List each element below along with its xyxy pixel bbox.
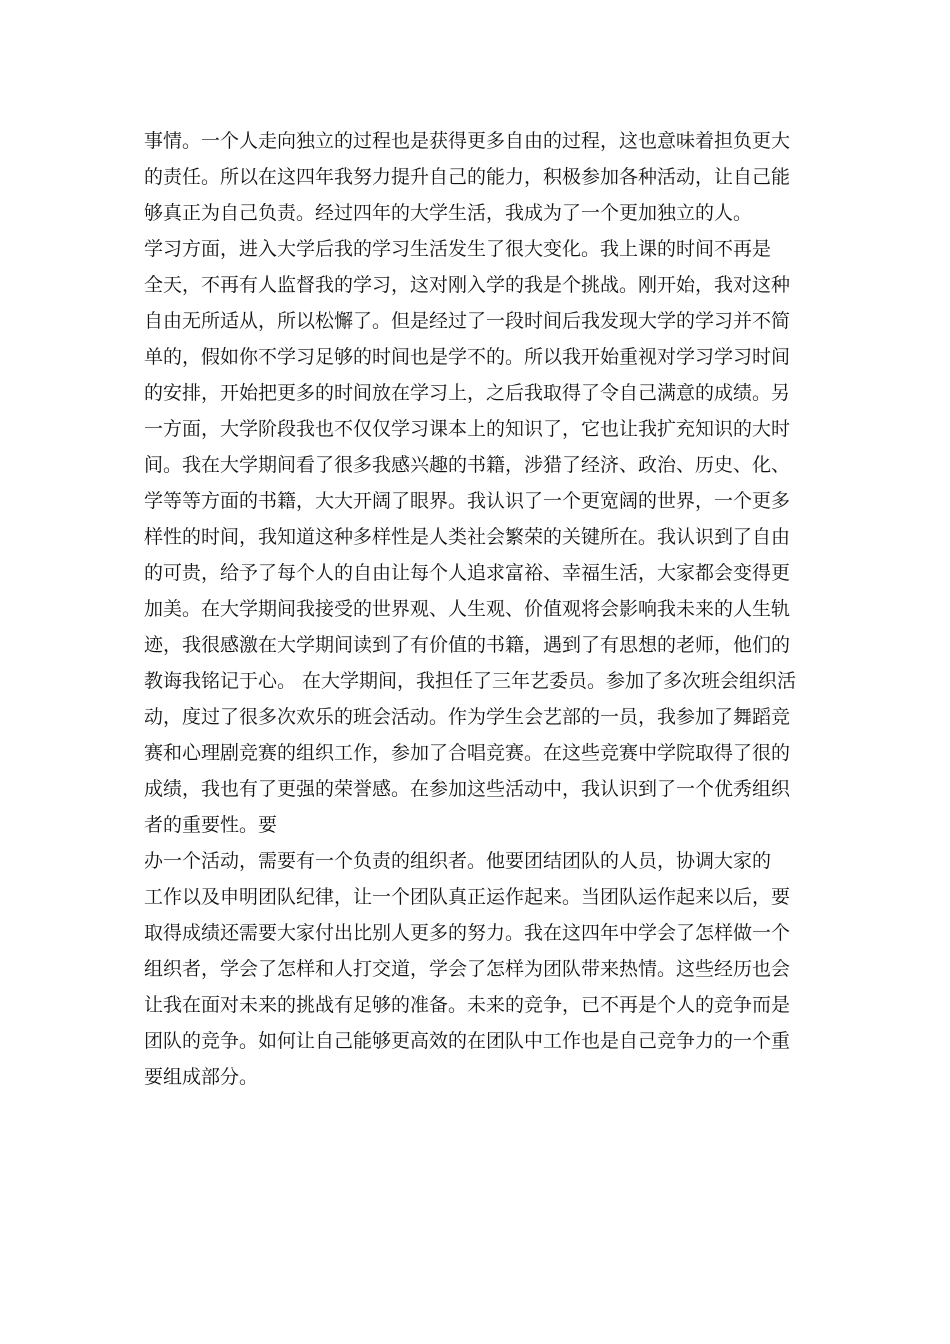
text-line: 办一个活动，需要有一个负责的组织者。他要团结团队的人员，协调大家的: [144, 850, 772, 872]
text-line: 学习方面，进入大学后我的学习生活发生了很大变化。我上课的时间不再是: [144, 238, 772, 260]
text-line: 成绩，我也有了更强的荣誉感。在参加这些活动中，我认识到了一个优秀组织: [144, 778, 791, 800]
text-line: 的可贵，给予了每个人的自由让每个人追求富裕、幸福生活，大家都会变得更: [144, 562, 791, 584]
text-line: 团队的竞争。如何让自己能够更高效的在团队中工作也是自己竞争力的一个重: [144, 1030, 791, 1052]
text-line: 样性的时间，我知道这种多样性是人类社会繁荣的关键所在。我认识到了自由: [144, 526, 791, 548]
text-line: 者的重要性。要: [144, 814, 278, 836]
text-line: 取得成绩还需要大家付出比别人更多的努力。我在这四年中学会了怎样做一个: [144, 922, 791, 944]
text-line: 自由无所适从，所以松懈了。但是经过了一段时间后我发现大学的学习并不简: [144, 310, 791, 332]
body-text: [144, 123, 814, 1095]
text-line: 组织者，学会了怎样和人打交道，学会了怎样为团队带来热情。这些经历也会: [144, 958, 791, 980]
text-line: 工作以及申明团队纪律，让一个团队真正运作起来。当团队运作起来以后，要: [144, 886, 791, 908]
text-line: 赛和心理剧竞赛的组织工作，参加了合唱竞赛。在这些竞赛中学院取得了很的: [144, 742, 791, 764]
text-line: 够真正为自己负责。经过四年的大学生活，我成为了一个更加独立的人。: [144, 202, 753, 224]
text-line: 教诲我铭记于心。 在大学期间，我担任了三年艺委员。参加了多次班会组织活: [144, 670, 797, 692]
text-line: 学等等方面的书籍，大大开阔了眼界。我认识了一个更宽阔的世界，一个更多: [144, 490, 791, 512]
text-line: 事情。一个人走向独立的过程也是获得更多自由的过程，这也意味着担负更大: [144, 130, 791, 152]
text-line: 加美。在大学期间我接受的世界观、人生观、价值观将会影响我未来的人生轨: [144, 598, 791, 620]
text-line: 动，度过了很多次欢乐的班会活动。作为学生会艺部的一员，我参加了舞蹈竞: [144, 706, 791, 728]
text-line: 的安排，开始把更多的时间放在学习上，之后我取得了令自己满意的成绩。另: [144, 382, 791, 404]
text-line: 迹，我很感激在大学期间读到了有价值的书籍，遇到了有思想的老师，他们的: [144, 634, 791, 656]
text-line: 间。我在大学期间看了很多我感兴趣的书籍，涉猎了经济、政治、历史、化、: [144, 454, 791, 476]
text-line: 全天，不再有人监督我的学习，这对刚入学的我是个挑战。刚开始，我对这种: [144, 274, 791, 296]
text-line: 要组成部分。: [144, 1066, 259, 1088]
text-line: 让我在面对未来的挑战有足够的准备。未来的竞争，已不再是个人的竞争而是: [144, 994, 791, 1016]
text-line: 的责任。所以在这四年我努力提升自己的能力，积极参加各种活动，让自己能: [144, 166, 791, 188]
text-line: 一方面，大学阶段我也不仅仅学习课本上的知识了，它也让我扩充知识的大时: [144, 418, 791, 440]
text-line: 单的，假如你不学习足够的时间也是学不的。所以我开始重视对学习学习时间: [144, 346, 791, 368]
